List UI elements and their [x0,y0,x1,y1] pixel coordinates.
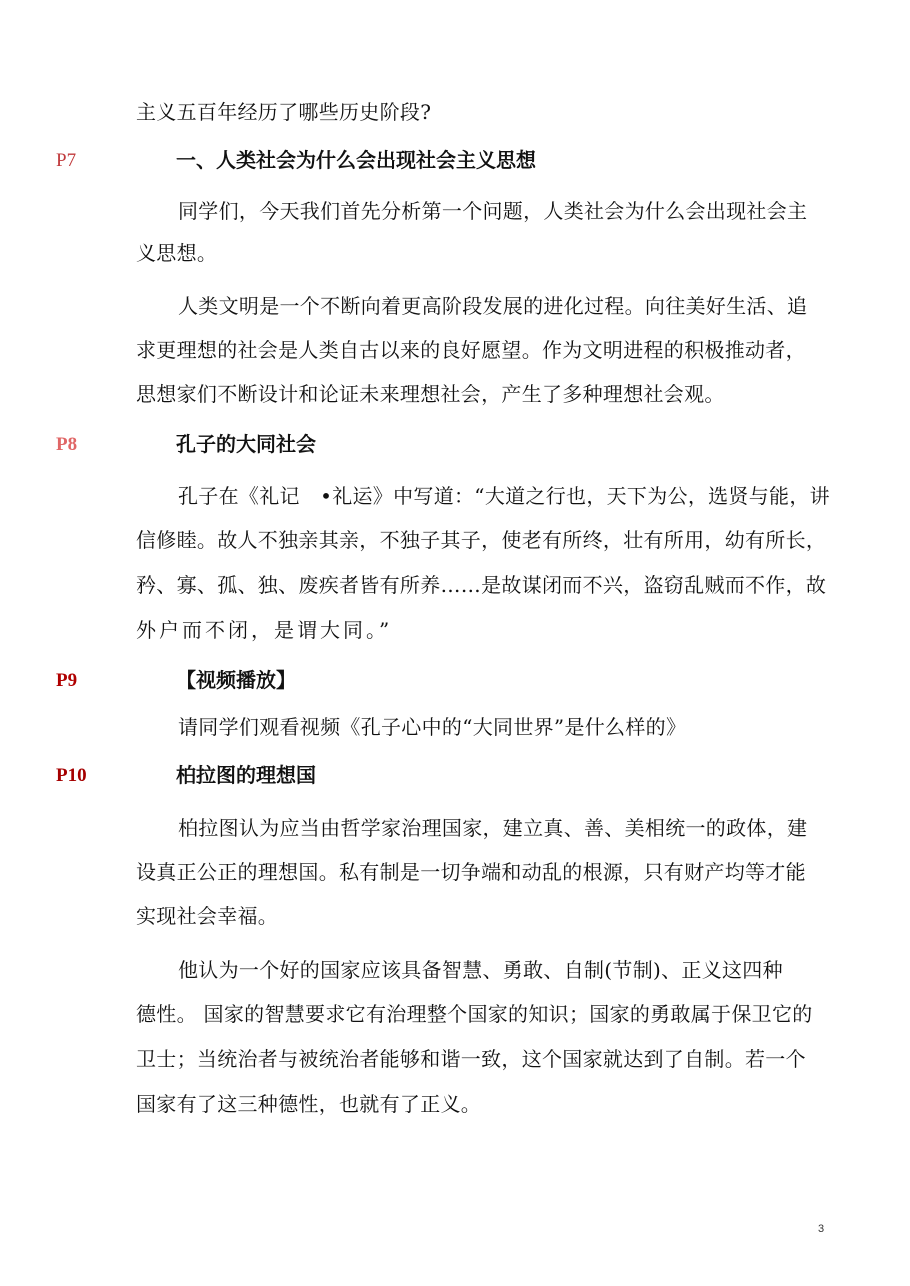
paragraph-line: 请同学们观看视频《孔子心中的“大同世界”是什么样的》 [178,715,687,739]
section-heading-socialism-origin: 一、人类社会为什么会出现社会主义思想 [176,148,536,172]
paragraph-line: 柏拉图认为应当由哲学家治理国家，建立真、善、美相统一的政体，建 [178,816,808,840]
paragraph-line: 同学们，今天我们首先分析第一个问题，人类社会为什么会出现社会主 [178,199,808,223]
section-heading-confucius: 孔子的大同社会 [176,432,316,456]
paragraph-line: 义思想。 [136,241,218,265]
paragraph-line: 孔子在《礼记 •礼运》中写道：“大道之行也，天下为公，选贤与能，讲 [178,484,830,508]
paragraph-line: 外户而不闭，是谓大同。” [136,618,393,642]
paragraph-line: 德性。 国家的智慧要求它有治理整个国家的知识；国家的勇敢属于保卫它的 [136,1002,813,1026]
page-number: 3 [818,1223,825,1235]
intro-line: 主义五百年经历了哪些历史阶段? [136,100,432,124]
slide-marker-p9: P9 [56,670,78,691]
paragraph-line: 实现社会幸福。 [136,904,279,928]
paragraph-line: 矜、寡、孤、独、废疾者皆有所养……是故谋闭而不兴，盗窃乱贼而不作，故 [136,573,827,597]
slide-marker-p7: P7 [56,150,77,171]
section-heading-video: 【视频播放】 [176,668,296,692]
slide-marker-p10: P10 [56,765,87,786]
paragraph-line: 卫士；当统治者与被统治者能够和谐一致，这个国家就达到了自制。若一个 [136,1047,806,1071]
paragraph-line: 人类文明是一个不断向着更高阶段发展的进化过程。向往美好生活、追 [178,294,808,318]
paragraph-line: 求更理想的社会是人类自古以来的良好愿望。作为文明进程的积极推动者， [136,338,806,362]
paragraph-line: 他认为一个好的国家应该具备智慧、勇敢、自制(节制)、正义这四种 [178,958,783,982]
slide-marker-p8: P8 [56,434,78,455]
paragraph-line: 思想家们不断设计和论证未来理想社会，产生了多种理想社会观。 [136,382,725,406]
section-heading-plato: 柏拉图的理想国 [176,763,316,787]
paragraph-line: 国家有了这三种德性，也就有了正义。 [136,1092,482,1116]
paragraph-line: 信修睦。故人不独亲其亲，不独子其子，使老有所终，壮有所用，幼有所长， [136,528,827,552]
paragraph-line: 设真正公正的理想国。私有制是一切争端和动乱的根源，只有财产均等才能 [136,860,806,884]
